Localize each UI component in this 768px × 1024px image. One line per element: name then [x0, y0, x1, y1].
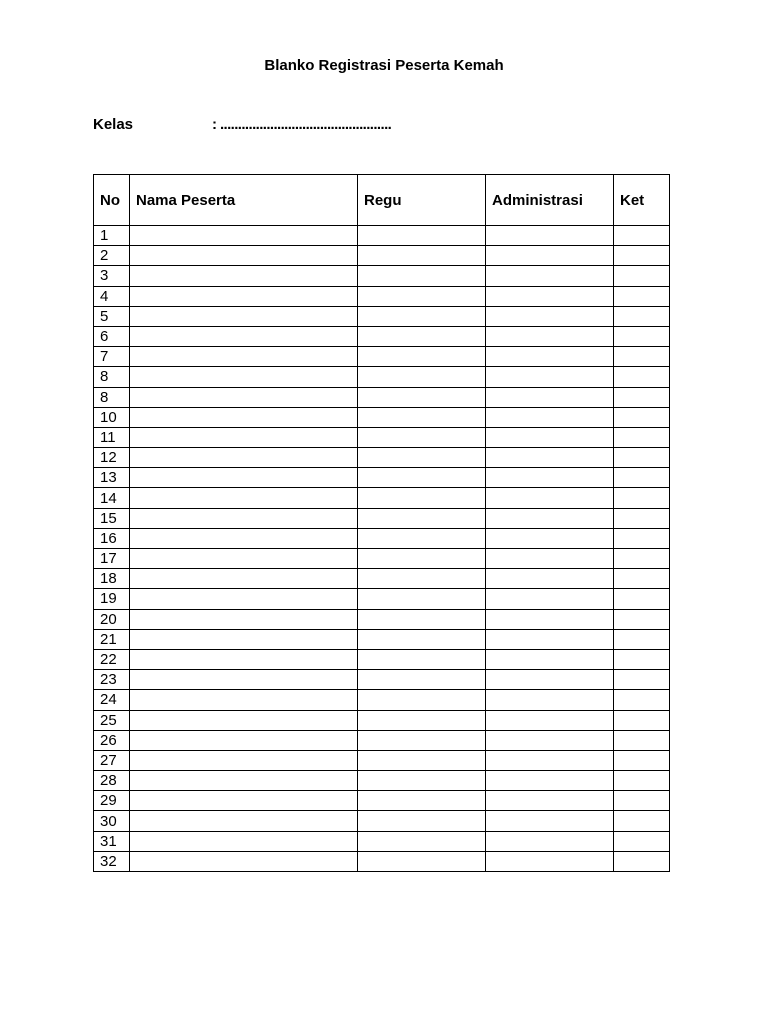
- row-number: 31: [94, 831, 130, 851]
- table-row: [94, 569, 670, 589]
- kelas-label: Kelas: [93, 116, 134, 133]
- row-number: 3: [94, 266, 130, 286]
- nama-peserta-cell: [130, 508, 358, 528]
- nama-peserta-cell: [130, 730, 358, 750]
- row-number: 28: [94, 771, 130, 791]
- row-number: 15: [94, 508, 130, 528]
- ket-cell: [614, 387, 670, 407]
- nama-peserta-cell: [130, 690, 358, 710]
- regu-cell: [358, 851, 486, 871]
- regu-cell: [358, 367, 486, 387]
- table-row: [94, 811, 670, 831]
- row-number: 10: [94, 407, 130, 427]
- table-row: [94, 367, 670, 387]
- regu-cell: [358, 407, 486, 427]
- ket-cell: [614, 670, 670, 690]
- row-number: 20: [94, 609, 130, 629]
- ket-cell: [614, 448, 670, 468]
- nama-peserta-cell: [130, 649, 358, 669]
- table-row: [94, 387, 670, 407]
- nama-peserta-cell: [130, 528, 358, 548]
- row-number: 11: [94, 427, 130, 447]
- regu-cell: [358, 649, 486, 669]
- nama-peserta-cell: [130, 811, 358, 831]
- ket-cell: [614, 589, 670, 609]
- table-row: [94, 448, 670, 468]
- regu-cell: [358, 811, 486, 831]
- administrasi-cell: [486, 791, 614, 811]
- ket-cell: [614, 771, 670, 791]
- nama-peserta-cell: [130, 367, 358, 387]
- administrasi-cell: [486, 750, 614, 770]
- nama-peserta-cell: [130, 791, 358, 811]
- table-row: [94, 407, 670, 427]
- nama-peserta-cell: [130, 549, 358, 569]
- ket-cell: [614, 710, 670, 730]
- administrasi-cell: [486, 246, 614, 266]
- nama-peserta-cell: [130, 246, 358, 266]
- table-row: [94, 690, 670, 710]
- ket-cell: [614, 831, 670, 851]
- administrasi-cell: [486, 427, 614, 447]
- ket-cell: [614, 286, 670, 306]
- nama-peserta-cell: [130, 326, 358, 346]
- ket-cell: [614, 791, 670, 811]
- regu-cell: [358, 286, 486, 306]
- nama-peserta-cell: [130, 226, 358, 246]
- administrasi-cell: [486, 407, 614, 427]
- administrasi-cell: [486, 266, 614, 286]
- table-row: [94, 831, 670, 851]
- administrasi-cell: [486, 730, 614, 750]
- ket-cell: [614, 246, 670, 266]
- header-regu: Regu: [358, 175, 486, 226]
- regu-cell: [358, 508, 486, 528]
- row-number: 18: [94, 569, 130, 589]
- administrasi-cell: [486, 629, 614, 649]
- ket-cell: [614, 528, 670, 548]
- row-number: 32: [94, 851, 130, 871]
- ket-cell: [614, 569, 670, 589]
- regu-cell: [358, 488, 486, 508]
- nama-peserta-cell: [130, 387, 358, 407]
- row-number: 30: [94, 811, 130, 831]
- regu-cell: [358, 771, 486, 791]
- regu-cell: [358, 427, 486, 447]
- nama-peserta-cell: [130, 771, 358, 791]
- header-nama-peserta: Nama Peserta: [130, 175, 358, 226]
- ket-cell: [614, 629, 670, 649]
- ket-cell: [614, 811, 670, 831]
- administrasi-cell: [486, 528, 614, 548]
- administrasi-cell: [486, 549, 614, 569]
- ket-cell: [614, 690, 670, 710]
- table-row: [94, 326, 670, 346]
- administrasi-cell: [486, 448, 614, 468]
- table-row: [94, 468, 670, 488]
- row-number: 6: [94, 326, 130, 346]
- header-ket: Ket: [614, 175, 670, 226]
- regu-cell: [358, 569, 486, 589]
- ket-cell: [614, 347, 670, 367]
- administrasi-cell: [486, 347, 614, 367]
- nama-peserta-cell: [130, 831, 358, 851]
- table-row: [94, 589, 670, 609]
- regu-cell: [358, 326, 486, 346]
- ket-cell: [614, 226, 670, 246]
- regu-cell: [358, 387, 486, 407]
- row-number: 16: [94, 528, 130, 548]
- row-number: 5: [94, 306, 130, 326]
- ket-cell: [614, 750, 670, 770]
- regu-cell: [358, 528, 486, 548]
- table-row: [94, 286, 670, 306]
- nama-peserta-cell: [130, 286, 358, 306]
- administrasi-cell: [486, 690, 614, 710]
- table-row: [94, 710, 670, 730]
- nama-peserta-cell: [130, 629, 358, 649]
- administrasi-cell: [486, 589, 614, 609]
- row-number: 21: [94, 629, 130, 649]
- ket-cell: [614, 266, 670, 286]
- regu-cell: [358, 306, 486, 326]
- row-number: 14: [94, 488, 130, 508]
- row-number: 26: [94, 730, 130, 750]
- nama-peserta-cell: [130, 710, 358, 730]
- regu-cell: [358, 609, 486, 629]
- table-row: [94, 750, 670, 770]
- table-row: [94, 730, 670, 750]
- regu-cell: [358, 710, 486, 730]
- ket-cell: [614, 851, 670, 871]
- nama-peserta-cell: [130, 306, 358, 326]
- administrasi-cell: [486, 306, 614, 326]
- administrasi-cell: [486, 670, 614, 690]
- row-number: 13: [94, 468, 130, 488]
- table-row: [94, 226, 670, 246]
- administrasi-cell: [486, 326, 614, 346]
- ket-cell: [614, 468, 670, 488]
- row-number: 29: [94, 791, 130, 811]
- registration-table: [93, 174, 670, 872]
- administrasi-cell: [486, 771, 614, 791]
- table-row: [94, 670, 670, 690]
- regu-cell: [358, 690, 486, 710]
- kelas-field: : ................................................: [212, 116, 392, 133]
- table-row: [94, 771, 670, 791]
- row-number: 25: [94, 710, 130, 730]
- administrasi-cell: [486, 649, 614, 669]
- table-row: [94, 246, 670, 266]
- table-row: [94, 488, 670, 508]
- regu-cell: [358, 791, 486, 811]
- table-row: [94, 306, 670, 326]
- table-row: [94, 791, 670, 811]
- regu-cell: [358, 589, 486, 609]
- ket-cell: [614, 306, 670, 326]
- row-number: 19: [94, 589, 130, 609]
- row-number: 12: [94, 448, 130, 468]
- row-number: 8: [94, 387, 130, 407]
- regu-cell: [358, 730, 486, 750]
- row-number: 2: [94, 246, 130, 266]
- table-row: [94, 629, 670, 649]
- regu-cell: [358, 629, 486, 649]
- administrasi-cell: [486, 831, 614, 851]
- administrasi-cell: [486, 226, 614, 246]
- regu-cell: [358, 246, 486, 266]
- regu-cell: [358, 670, 486, 690]
- table-row: [94, 266, 670, 286]
- administrasi-cell: [486, 851, 614, 871]
- table-row: [94, 649, 670, 669]
- table-header-row: [94, 175, 670, 226]
- ket-cell: [614, 407, 670, 427]
- nama-peserta-cell: [130, 407, 358, 427]
- ket-cell: [614, 549, 670, 569]
- row-number: 23: [94, 670, 130, 690]
- regu-cell: [358, 831, 486, 851]
- nama-peserta-cell: [130, 569, 358, 589]
- administrasi-cell: [486, 569, 614, 589]
- administrasi-cell: [486, 609, 614, 629]
- regu-cell: [358, 750, 486, 770]
- row-number: 8: [94, 367, 130, 387]
- table-row: [94, 851, 670, 871]
- ket-cell: [614, 427, 670, 447]
- nama-peserta-cell: [130, 266, 358, 286]
- nama-peserta-cell: [130, 670, 358, 690]
- header-administrasi: Administrasi: [486, 175, 614, 226]
- ket-cell: [614, 649, 670, 669]
- nama-peserta-cell: [130, 448, 358, 468]
- table-body: [94, 226, 670, 872]
- table-row: [94, 549, 670, 569]
- nama-peserta-cell: [130, 488, 358, 508]
- ket-cell: [614, 609, 670, 629]
- regu-cell: [358, 266, 486, 286]
- row-number: 17: [94, 549, 130, 569]
- row-number: 27: [94, 750, 130, 770]
- administrasi-cell: [486, 508, 614, 528]
- table-row: [94, 609, 670, 629]
- nama-peserta-cell: [130, 589, 358, 609]
- row-number: 22: [94, 649, 130, 669]
- header-no: No: [94, 175, 130, 226]
- nama-peserta-cell: [130, 750, 358, 770]
- regu-cell: [358, 468, 486, 488]
- ket-cell: [614, 367, 670, 387]
- ket-cell: [614, 508, 670, 528]
- table-row: [94, 347, 670, 367]
- administrasi-cell: [486, 488, 614, 508]
- table-row: [94, 508, 670, 528]
- nama-peserta-cell: [130, 468, 358, 488]
- document-title: Blanko Registrasi Peserta Kemah: [264, 57, 504, 74]
- administrasi-cell: [486, 710, 614, 730]
- administrasi-cell: [486, 468, 614, 488]
- row-number: 24: [94, 690, 130, 710]
- nama-peserta-cell: [130, 851, 358, 871]
- regu-cell: [358, 448, 486, 468]
- nama-peserta-cell: [130, 609, 358, 629]
- row-number: 7: [94, 347, 130, 367]
- administrasi-cell: [486, 387, 614, 407]
- table-row: [94, 427, 670, 447]
- ket-cell: [614, 326, 670, 346]
- nama-peserta-cell: [130, 427, 358, 447]
- table-row: [94, 528, 670, 548]
- administrasi-cell: [486, 286, 614, 306]
- row-number: 1: [94, 226, 130, 246]
- regu-cell: [358, 347, 486, 367]
- administrasi-cell: [486, 811, 614, 831]
- ket-cell: [614, 730, 670, 750]
- row-number: 4: [94, 286, 130, 306]
- ket-cell: [614, 488, 670, 508]
- nama-peserta-cell: [130, 347, 358, 367]
- regu-cell: [358, 549, 486, 569]
- administrasi-cell: [486, 367, 614, 387]
- regu-cell: [358, 226, 486, 246]
